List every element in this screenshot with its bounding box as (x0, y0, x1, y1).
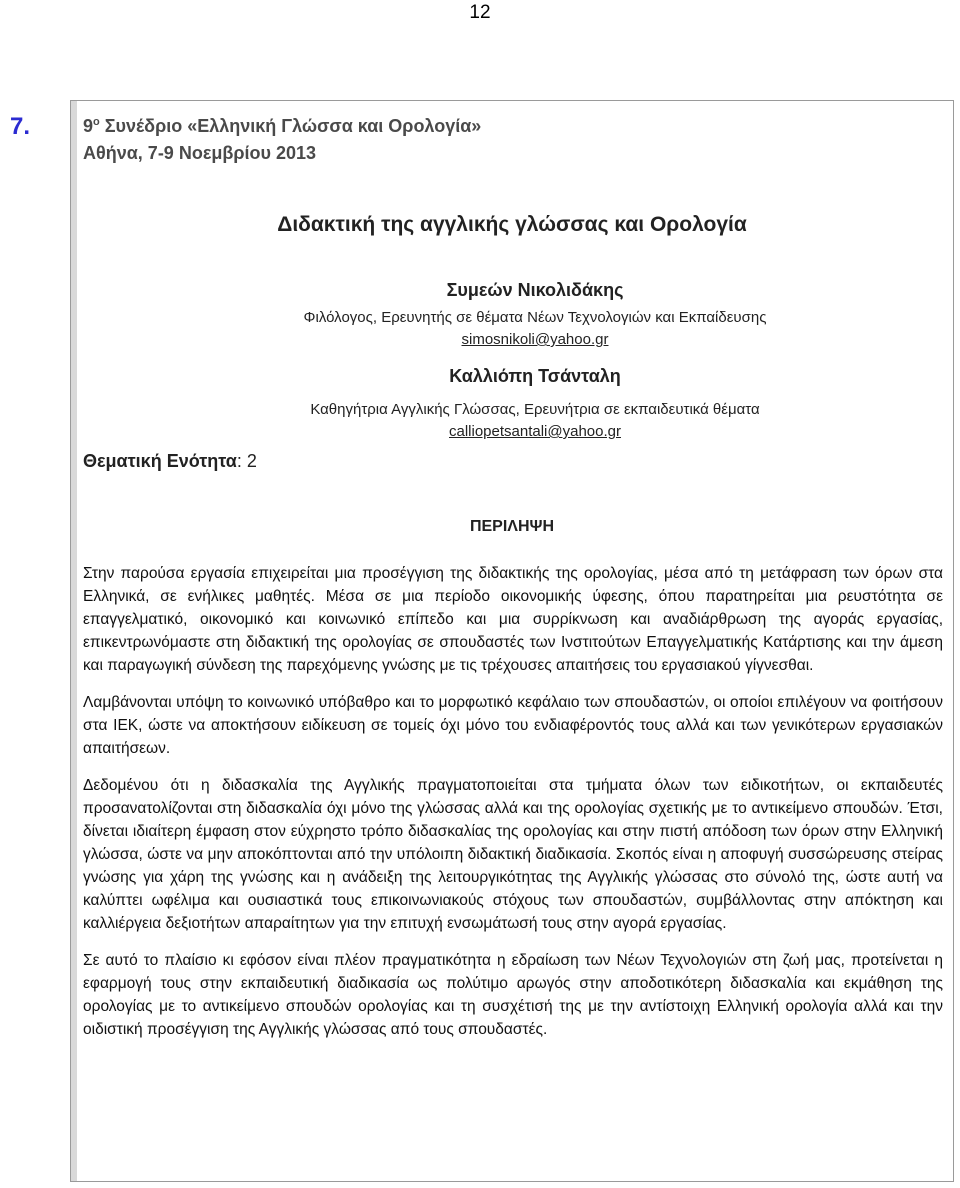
conference-title-rest: Συνέδριο «Ελληνική Γλώσσα και Ορολογία» (99, 116, 482, 136)
conference-title-prefix: 9 (83, 116, 94, 136)
author-email[interactable]: simosnikoli@yahoo.gr (461, 331, 609, 348)
author-name: Συμεών Νικολιδάκης (446, 280, 624, 300)
author-role: Φιλόλογος, Ερευνητής σε θέματα Νέων Τεχνολογιών και Εκπαίδευσης (303, 309, 767, 326)
paper-title: Διδακτική της αγγλικής γλώσσας και Ορολογία (277, 213, 747, 236)
item-number: 7. (10, 113, 31, 140)
abstract-paragraph: Σε αυτό το πλαίσιο κι εφόσον είναι πλέον πραγματικότητα η εδραίωση των Νέων Τεχνολογιών στη ζωή μας, προτείνεται η εφαρμογή τους στην εκπαιδευτική διαδικασία ως πολύτιμο αρωγός στην αποδοτικότερη διδασκαλία και εκμάθηση της ορολογίας με το αντικείμενο σπουδών ορολογίας και τη συσχέτισή της με την αντίστοιχη Ελληνική ορολογία αλλά και την οιδιστική προσέγγιση της Αγγλικής γλώσσας από τους σπουδαστές. (83, 952, 943, 1038)
thematic-unit (83, 451, 257, 472)
conference-title-superscript: ο (93, 116, 100, 128)
conference-title (83, 116, 481, 137)
abstract-paragraph: Στην παρούσα εργασία επιχειρείται μια προσέγγιση της διδακτικής της ορολογίας, μέσα από τη μετάφραση των όρων στα Ελληνικά, σε ενήλικες μαθητές. Μέσα σε μια περίοδο οικονομικής ύφεσης, όπου παρατηρείται μια ρευστότητα σε επαγγελματικό, οικονομικό και κοινωνικό επίπεδο και μια συρρίκνωση και αναδιάρθρωση της αγοράς εργασίας, επικεντρωνόμαστε στη διδακτική της ορολογίας σε σπουδαστές των Ινστιτούτων Επαγγελματικής Κατάρτισης και την άμεση και παραγωγική σύνδεση της παρεχόμενης γνώσης με τις τρέχουσες απαιτήσεις του εργασιακού γίγνεσθαι. (83, 565, 943, 674)
thematic-unit-label: Θεματική Ενότητα (83, 451, 237, 471)
thematic-unit-value: : 2 (236, 451, 257, 471)
author-email[interactable]: calliopetsantali@yahoo.gr (449, 423, 621, 440)
abstract-body (83, 562, 943, 1055)
conference-date: Αθήνα, 7-9 Νοεμβρίου 2013 (83, 143, 317, 163)
abstract-paragraph: Λαμβάνονται υπόψη το κοινωνικό υπόβαθρο και το μορφωτικό κεφάλαιο των σπουδαστών, οι οποίοι επιλέγουν να φοιτήσουν στα ΙΕΚ, ώστε να αποκτήσουν ειδίκευση σε τομείς όχι μόνο του ενδιαφέροντός τους αλλά και των γενικότερων εργασιακών απαιτήσεων. (83, 694, 943, 757)
author-name: Καλλιόπη Τσάνταλη (449, 366, 621, 386)
author-1 (240, 280, 830, 348)
author-role: Καθηγήτρια Αγγλικής Γλώσσας, Ερευνήτρια σε εκπαιδευτικά θέματα (310, 401, 760, 418)
author-2 (240, 366, 830, 440)
page-number: 12 (469, 2, 491, 23)
abstract-paragraph: Δεδομένου ότι η διδασκαλία της Αγγλικής πραγματοποιείται στα τμήματα όλων των ειδικοτήτων, οι εκπαιδευτές προσανατολίζονται στη διδασκαλία όχι μόνο της γλώσσας αλλά και της ορολογίας σχετικής με το αντικείμενο σπουδών. Έτσι, δίνεται ιδιαίτερη έμφαση στον εύχρηστο τρόπο διδασκαλίας της ορολογίας και στην πιστή απόδοση των όρων στην Ελληνική γλώσσα, ώστε να μην αποκόπτονται από την υπόλοιπη διδακτική διαδικασία. Σκοπός είναι η αποφυγή συσσώρευσης στείρας γνώσης για χάρη της γνώσης και η ανάδειξη της λειτουργικότητας της Αγγλικής γλώσσας στο σύνολό της, ώστε αυτή να καλύπτει ωφέλιμα και ουσιαστικά τους επικοινωνιακούς στόχους των σπουδαστών, συμβάλλοντας στην απόκτηση και καλλιέργεια δεξιοτήτων απαραίτητων για την επιτυχή ενσωμάτωσή τους στην αγορά εργασίας. (83, 777, 943, 932)
abstract-heading: ΠΕΡΙΛΗΨΗ (469, 518, 555, 535)
